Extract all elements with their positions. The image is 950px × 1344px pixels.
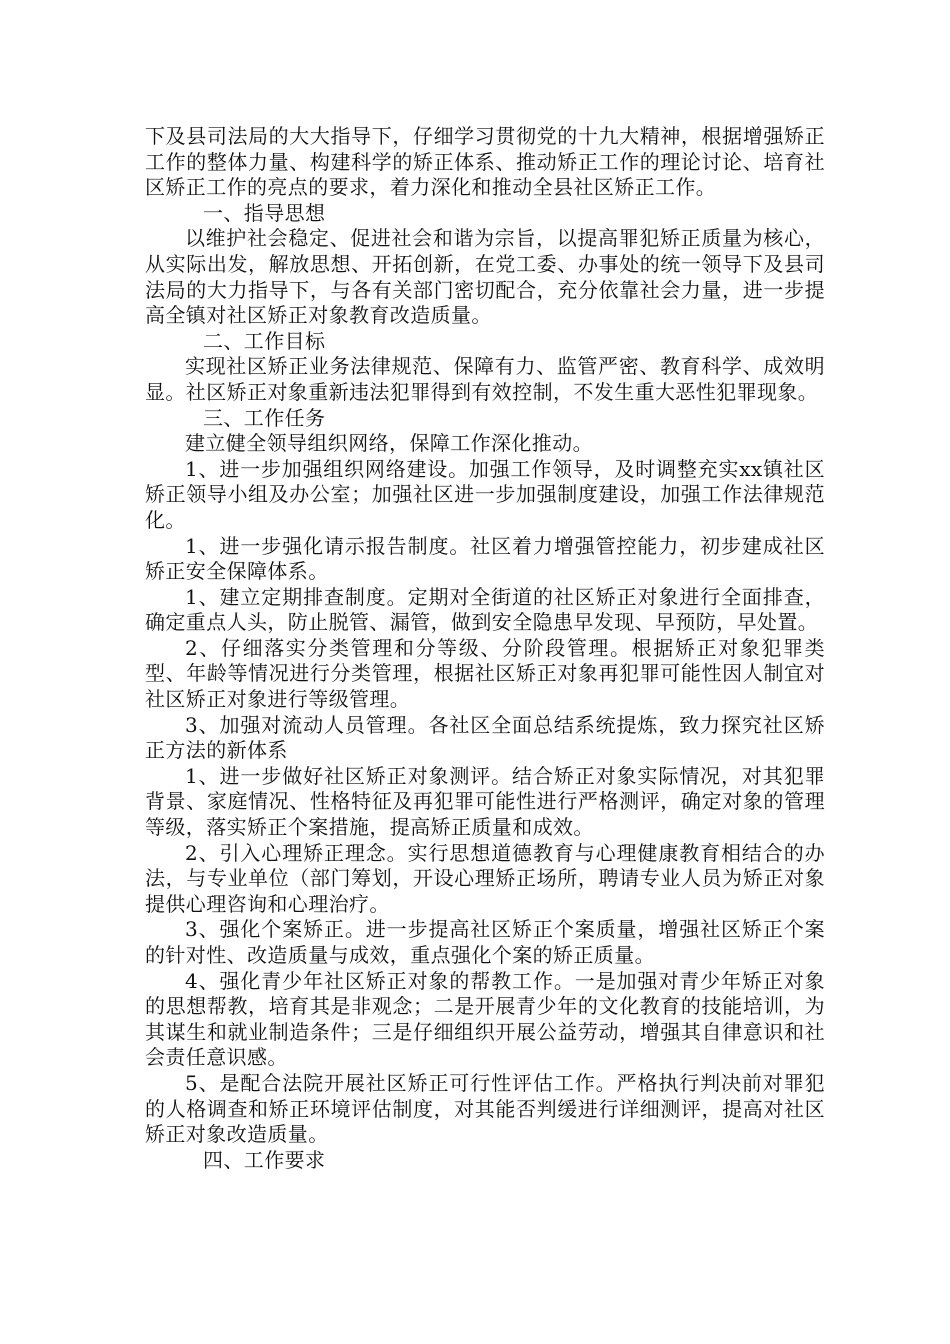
paragraph-tasks-intro: 建立健全领导组织网络，保障工作深化推动。 (185, 431, 593, 456)
heading-guiding-thought: 一、指导思想 (203, 200, 326, 225)
paragraph-guiding-thought: 以维护社会稳定、促进社会和谐为宗旨，以提高罪犯矫正质量为核心，从实际出发，解放思想、开拓创新，在党工委、办事处的统一领导下及县司法局的大力指导下，与各有关部门密切配合，充分依靠社会力量，进一步提高全镇对社区矫正对象教育改造质量。 (145, 226, 825, 328)
document-body (145, 124, 825, 1173)
paragraph-task-item: 3、加强对流动人员管理。各社区全面总结系统提炼，致力探究社区矫正方法的新体系 (145, 712, 825, 763)
paragraph-work-goals: 实现社区矫正业务法律规范、保障有力、监管严密、教育科学、成效明显。社区矫正对象重新违法犯罪得到有效控制，不发生重大恶性犯罪现象。 (145, 354, 825, 404)
paragraph-task-item: 1、进一步强化请示报告制度。社区着力增强管控能力，初步建成社区矫正安全保障体系。 (145, 533, 825, 584)
paragraph-task-item: 1、建立定期排查制度。定期对全街道的社区矫正对象进行全面排查，确定重点人头，防止脱管、漏管，做到安全隐患早发现、早预防，早处置。 (145, 584, 825, 635)
paragraph-task-item: 2、仔细落实分类管理和分等级、分阶段管理。根据矫正对象犯罪类型、年龄等情况进行分类管理，根据社区矫正对象再犯罪可能性因人制宜对社区矫正对象进行等级管理。 (145, 635, 825, 712)
heading-work-tasks: 三、工作任务 (203, 405, 326, 430)
paragraph-task-item: 2、引入心理矫正理念。实行思想道德教育与心理健康教育相结合的办法，与专业单位（部门筹划，开设心理矫正场所，聘请专业人员为矫正对象提供心理咨询和心理治疗。 (145, 840, 825, 916)
paragraph-task-item: 5、是配合法院开展社区矫正可行性评估工作。严格执行判决前对罪犯的人格调查和矫正环境评估制度，对其能否判缓进行详细测评，提高对社区矫正对象改造质量。 (145, 1070, 825, 1147)
paragraph-intro: 下及县司法局的大大指导下，仔细学习贯彻党的十九大精神，根据增强矫正工作的整体力量、构建科学的矫正体系、推动矫正工作的理论讨论、培育社区矫正工作的亮点的要求，着力深化和推动全县社区矫正工作。 (145, 124, 825, 200)
paragraph-task-item: 4、强化青少年社区矫正对象的帮教工作。一是加强对青少年矫正对象的思想帮教，培育其是非观念；二是开展青少年的文化教育的技能培训，为其谋生和就业制造条件；三是仔细组织开展公益劳动，增强其自律意识和社会责任意识感。 (145, 968, 825, 1070)
paragraph-task-item: 1、进一步做好社区矫正对象测评。结合矫正对象实际情况，对其犯罪背景、家庭情况、性格特征及再犯罪可能性进行严格测评，确定对象的管理等级，落实矫正个案措施，提高矫正质量和成效。 (145, 763, 825, 840)
paragraph-task-item: 3、强化个案矫正。进一步提高社区矫正个案质量，增强社区矫正个案的针对性、改造质量与成效，重点强化个案的矫正质量。 (145, 917, 825, 967)
paragraph-task-item: 1、进一步加强组织网络建设。加强工作领导，及时调整充实xx镇社区矫正领导小组及办公室；加强社区进一步加强制度建设，加强工作法律规范化。 (145, 456, 825, 532)
heading-work-goals: 二、工作目标 (203, 328, 326, 353)
heading-work-requirements: 四、工作要求 (203, 1147, 326, 1172)
